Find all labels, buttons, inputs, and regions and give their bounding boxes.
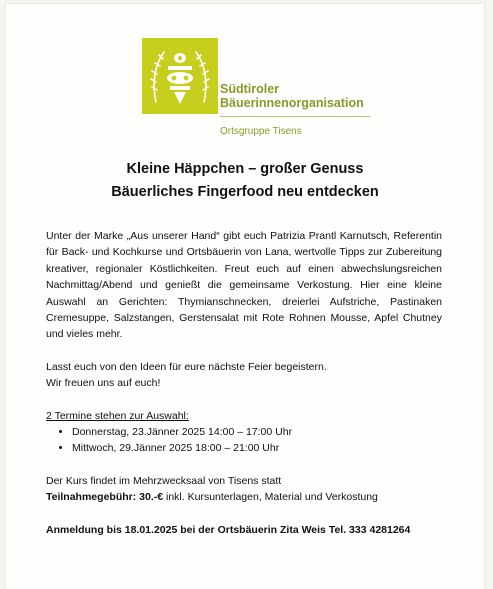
flyer-body [46, 228, 442, 538]
flyer-page [6, 4, 484, 589]
registration-bold: Anmeldung bis 18.01.2025 bei der Ortsbäuerin Zita Weis Tel. 333 4281264 [46, 523, 411, 536]
location-text: Der Kurs findet im Mehrzwecksaal von Tisens statt [46, 474, 282, 487]
ornament-icon [142, 38, 218, 114]
terms-list [46, 424, 442, 457]
fee-line [46, 489, 442, 505]
fee-label: Teilnahmegebühr: 30.-€ [46, 491, 164, 504]
organization-logo [142, 38, 218, 114]
title-line-1: Kleine Häppchen – großer Genuss [126, 161, 364, 177]
term-item: • Mittwoch, 29.Jänner 2025 18:00 – 21:00 Uhr [72, 440, 442, 456]
intro-paragraph: Unter der Marke „Aus unserer Hand“ gibt euch Patrizia Prantl Karnutsch, Referentin für Back- und Kochkurse und Ortsbäuerin von Lana, wertvolle Tipps zur Zubereitung kreativer, regionaler Köstlichkeiten. Freut euch auf einen abwechslungsreichen Nachmittag/Abend und genießt die gemeinsame Verkostung. Hier eine kleine Auswahl an Gerichten: Thymianschnecken, dreierlei Aufstriche, Pastinaken Cremesuppe, Salzstangen, Gerstensalat mit Rote Rohnen Mousse, Apfel Chutney und vieles mehr. [46, 230, 442, 341]
org-name-line2: Bäuerinnenorganisation [220, 96, 364, 110]
title-line-2: Bäuerliches Fingerfood neu entdecken [111, 184, 379, 200]
closing-line-2: Wir freuen uns auf euch! [46, 377, 161, 390]
org-divider [220, 116, 370, 117]
fee-detail: inkl. Kursunterlagen, Material und Verkostung [163, 491, 378, 504]
org-name-line1: Südtiroler [220, 82, 280, 96]
organization-name [220, 82, 364, 110]
registration-text [46, 522, 442, 538]
term-item: • Donnerstag, 23.Jänner 2025 14:00 – 17:00 Uhr [72, 424, 442, 440]
organization-subtitle: Ortsgruppe Tisens [220, 126, 302, 137]
closing-line-1: Lasst euch von den Ideen für eure nächste Feier begeistern. [46, 360, 327, 373]
flyer-title [6, 158, 484, 204]
terms-heading: 2 Termine stehen zur Auswahl: [46, 409, 189, 422]
